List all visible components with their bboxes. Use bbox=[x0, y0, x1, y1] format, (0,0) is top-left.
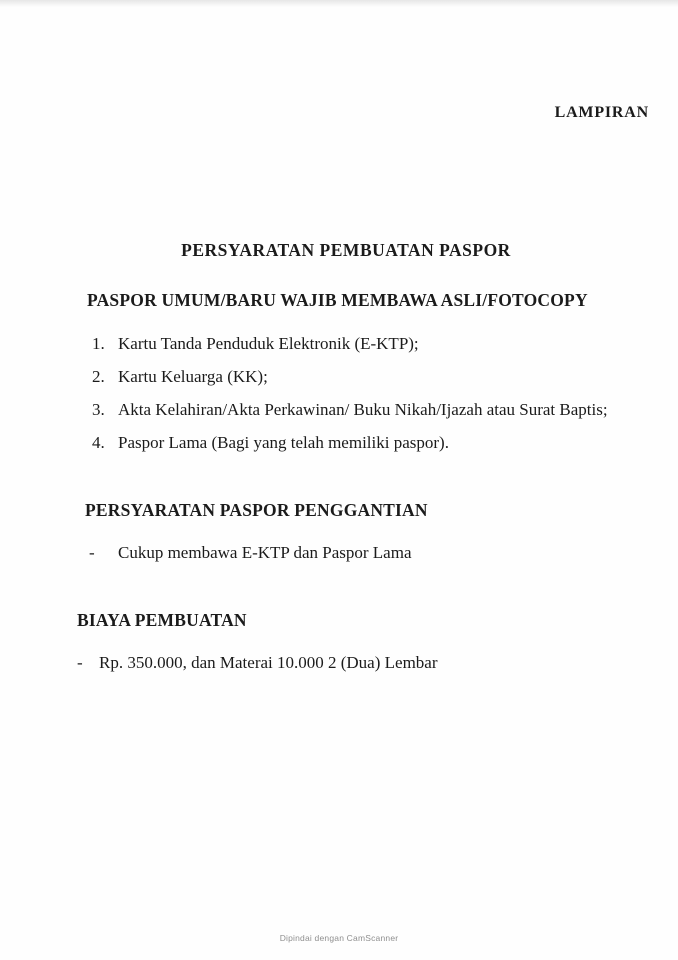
list-marker: 2. bbox=[92, 367, 105, 386]
scan-edge-artifact bbox=[0, 0, 678, 7]
corner-label-lampiran: LAMPIRAN bbox=[554, 104, 649, 121]
list-item bbox=[0, 426, 678, 459]
list-marker: - bbox=[89, 543, 95, 562]
list-marker: 1. bbox=[92, 334, 105, 353]
list-text: Rp. 350.000, dan Materai 10.000 2 (Dua) Lembar bbox=[99, 653, 438, 672]
section-biaya-pembuatan bbox=[0, 610, 678, 679]
document-body bbox=[0, 240, 678, 679]
list-text: Akta Kelahiran/Akta Perkawinan/ Buku Nikah/Ijazah atau Surat Baptis; bbox=[118, 400, 608, 419]
dash-list bbox=[0, 536, 678, 569]
section-heading: PERSYARATAN PASPOR PENGGANTIAN bbox=[85, 500, 428, 520]
list-text: Cukup membawa E-KTP dan Paspor Lama bbox=[118, 543, 412, 562]
section-paspor-umum bbox=[0, 290, 678, 459]
camscanner-watermark: Dipindai dengan CamScanner bbox=[279, 933, 399, 943]
list-item bbox=[0, 536, 678, 569]
list-text: Kartu Keluarga (KK); bbox=[118, 367, 268, 386]
section-heading: BIAYA PEMBUATAN bbox=[77, 610, 247, 630]
list-marker: - bbox=[77, 653, 83, 672]
section-paspor-penggantian bbox=[0, 500, 678, 569]
list-text: Kartu Tanda Penduduk Elektronik (E-KTP); bbox=[118, 334, 419, 353]
list-marker: 3. bbox=[92, 400, 105, 419]
list-item bbox=[0, 327, 678, 360]
section-heading: PASPOR UMUM/BARU WAJIB MEMBAWA ASLI/FOTOCOPY bbox=[87, 290, 588, 310]
list-item bbox=[0, 646, 678, 679]
numbered-list bbox=[0, 327, 678, 459]
dash-list bbox=[0, 646, 678, 679]
page-title: PERSYARATAN PEMBUATAN PASPOR bbox=[181, 240, 511, 260]
list-marker: 4. bbox=[92, 433, 105, 452]
list-text: Paspor Lama (Bagi yang telah memiliki paspor). bbox=[118, 433, 449, 452]
list-item bbox=[0, 393, 678, 426]
list-item bbox=[0, 360, 678, 393]
